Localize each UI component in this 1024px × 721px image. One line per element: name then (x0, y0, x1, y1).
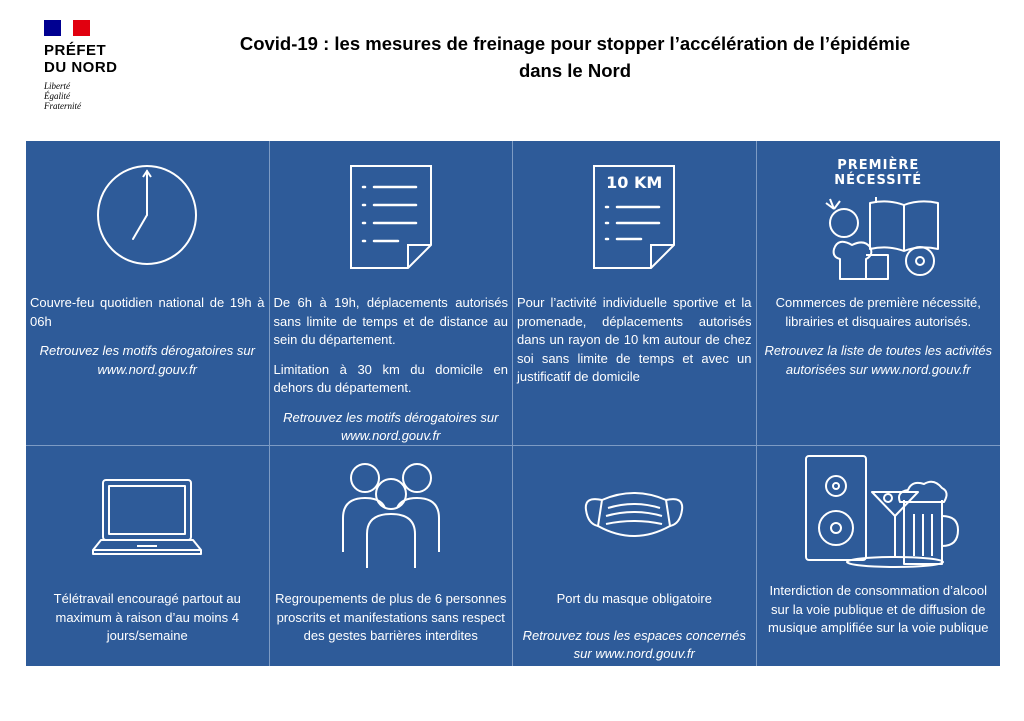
measures-grid (26, 141, 1000, 666)
alcohol-text: Interdiction de consommation d’alcool sur la voie publique et de diffusion de musique amplifiée sur la voie publique (768, 583, 989, 635)
mask-note: Retrouvez tous les espaces concernés sur www.nord.gouv.fr (522, 627, 746, 661)
document-icon (270, 165, 513, 269)
motto-fraternite: Fraternité (44, 101, 81, 111)
essential-label-line-2: NÉCESSITÉ (834, 173, 923, 188)
measure-mask (513, 446, 757, 666)
measure-travel (270, 141, 514, 446)
face-mask-icon (513, 488, 756, 544)
travel-text: De 6h à 19h, déplacements autorisés sans limite de temps et de distance au sein du département. (273, 295, 508, 347)
essential-label-line-1: PREMIÈRE (837, 158, 920, 173)
prefet-logo (44, 20, 154, 111)
10km-text: Pour l’activité individuelle sportive et la promenade, déplacements autorisés dans un rayon de 10 km autour de chez soi sans limite de temps et avec un justificatif de domicile (517, 295, 752, 384)
essential-goods-icon (757, 195, 1001, 285)
measure-alcohol-music (757, 446, 1001, 666)
essential-note: Retrouvez la liste de toutes les activités autorisées sur www.nord.gouv.fr (764, 343, 993, 377)
republic-flag-icon (44, 20, 90, 36)
measure-gatherings (270, 446, 514, 666)
title-line-1: Covid-19 : les mesures de freinage pour stopper l’accélération de l’épidémie (239, 33, 911, 54)
telework-text: Télétravail encouragé partout au maximum à raison d’au moins 4 jours/semaine (53, 591, 241, 643)
page-title (180, 30, 970, 84)
travel-text-limit: Limitation à 30 km du domicile en dehors du département. (273, 361, 508, 395)
measure-essential-shops (757, 141, 1001, 446)
essential-label (757, 158, 1001, 188)
measure-telework (26, 446, 270, 666)
logo-name-line-2: DU NORD (44, 59, 118, 76)
logo-motto (44, 81, 154, 111)
document-10km-icon (513, 165, 756, 269)
logo-name-line-1: PRÉFET (44, 42, 107, 59)
travel-note: Retrouvez les motifs dérogatoires sur www.nord.gouv.fr (283, 409, 499, 443)
curfew-text: Couvre-feu quotidien national de 19h à 06h (30, 295, 265, 329)
speaker-drinks-icon (757, 454, 1001, 570)
measure-10km (513, 141, 757, 446)
logo-name (44, 42, 154, 76)
laptop-icon (26, 478, 269, 562)
mask-text: Port du masque obligatoire (556, 591, 712, 606)
motto-egalite: Égalité (44, 91, 70, 101)
10km-label: 10 KM (606, 173, 663, 192)
measure-curfew (26, 141, 270, 446)
curfew-note: Retrouvez les motifs dérogatoires sur www.nord.gouv.fr (39, 343, 255, 377)
gatherings-text: Regroupements de plus de 6 personnes proscrits et manifestations sans respect des gestes barrières interdites (275, 591, 507, 643)
title-line-2: dans le Nord (518, 60, 632, 81)
essential-text: Commerces de première nécessité, librairies et disquaires autorisés. (775, 295, 981, 329)
group-icon (270, 462, 513, 570)
clock-icon (26, 163, 269, 267)
motto-liberte: Liberté (44, 81, 70, 91)
